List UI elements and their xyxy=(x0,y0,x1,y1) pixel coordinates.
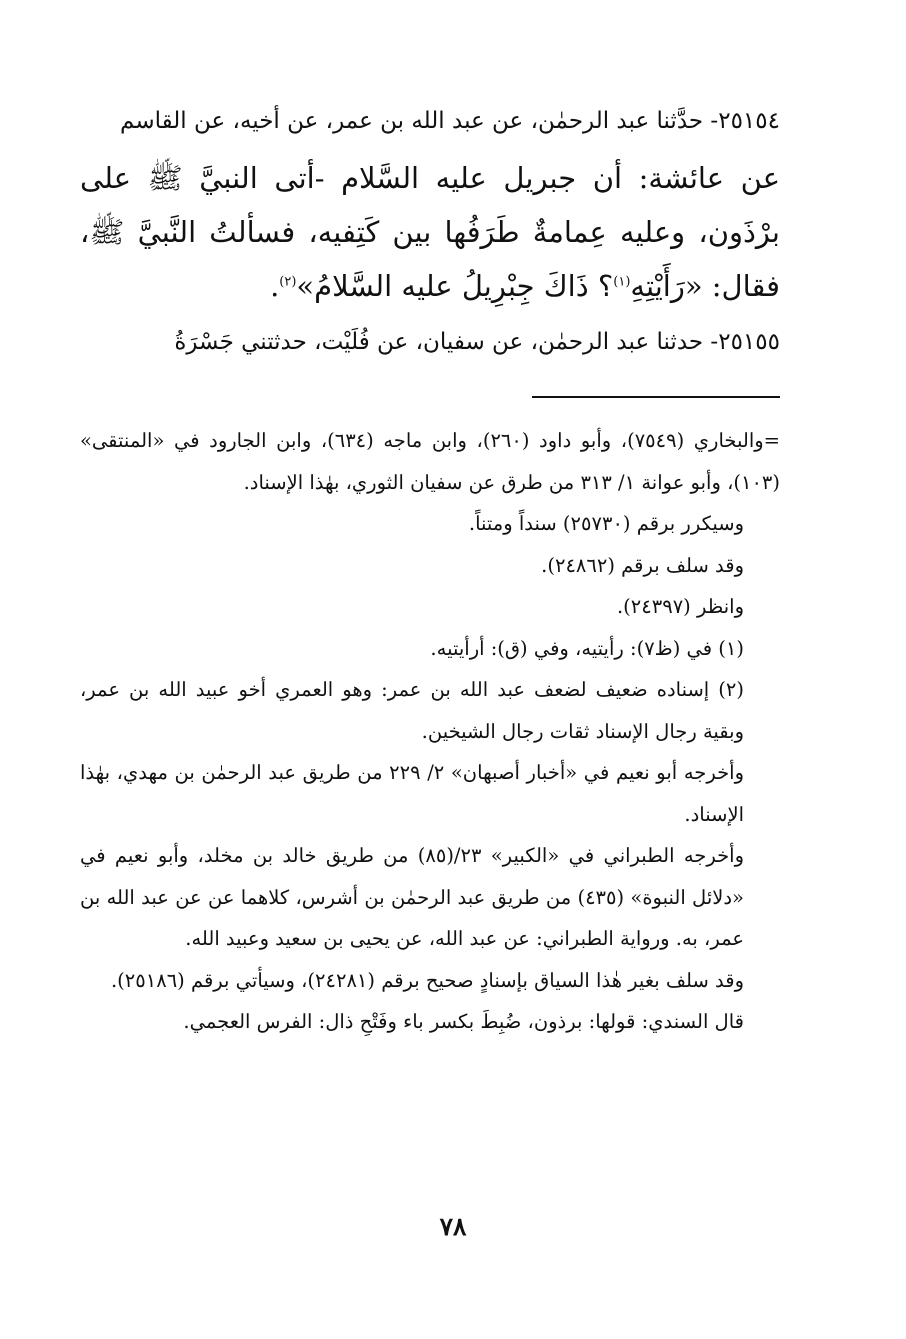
matn-text-end: . xyxy=(270,269,280,303)
footnote-marker-2: (٢) xyxy=(279,274,297,290)
hadith-25154-isnad: ٢٥١٥٤- حدَّثنا عبد الرحمٰن، عن عبد الله بن عمر، عن أخيه، عن القاسم xyxy=(120,108,780,134)
footnotes xyxy=(80,420,780,1043)
footnote-line: وانظر (٢٤٣٩٧). xyxy=(616,595,744,618)
footnote-sindi-comment: قال السندي: قولها: برذون، ضُبِطَ بكسر باء وفَتْحِ ذال: الفرس العجمي. xyxy=(183,1010,744,1033)
footnote-line: وأخرجه الطبراني في «الكبير» ٢٣/(٨٥) من طريق خالد بن مخلد، وأبو نعيم في «دلائل النبوة» (٤٣٥) من طريق عبد الرحمٰن بن أشرس، كلاهما عن عن عبد الله بن عمر، به. ورواية الطبراني: عن عبد الله، عن يحيى بن سعيد وعبيد الله. xyxy=(80,844,745,950)
matn-text-after: ؟ ذَاكَ جِبْرِيلُ عليه السَّلامُ» xyxy=(296,269,614,303)
footnote-line: وأخرجه أبو نعيم في «أخبار أصبهان» ٢/ ٢٢٩ من طريق عبد الرحمٰن بن مهدي، بهٰذا الإسناد. xyxy=(80,761,744,826)
footnote-line: وقد سلف برقم (٢٤٨٦٢). xyxy=(541,553,744,577)
footnote-1: (١) في (ظ٧): رأيتيه، وفي (ق): أرأيتيه. xyxy=(430,636,744,660)
hadith-25154-matn xyxy=(80,151,780,313)
page-number: ٧٨ xyxy=(439,1212,467,1241)
footnote-continuation: =والبخاري (٧٥٤٩)، وأبو داود (٢٦٠)، وابن ماجه (٦٣٤)، وابن الجارود في «المنتقى» (١٠٣)، وأبو عوانة ١/ ٣١٣ من طرق عن سفيان الثوري، بهٰذا الإسناد. xyxy=(80,429,780,494)
footnote-separator xyxy=(532,396,780,398)
footnote-2: (٢) إسناده ضعيف لضعف عبد الله بن عمر: وهو العمري أخو عبيد الله بن عمر، وبقية رجال الإسناد ثقات رجال الشيخين. xyxy=(80,678,744,743)
footnote-line: وسيكرر برقم (٢٥٧٣٠) سنداً ومتناً. xyxy=(468,512,744,535)
hadith-25155-isnad: ٢٥١٥٥- حدثنا عبد الرحمٰن، عن سفيان، عن فُلَيْت، حدثتني جَسْرَةُ xyxy=(174,329,780,355)
page-body xyxy=(80,100,780,1043)
footnote-marker-1: (١) xyxy=(613,274,631,290)
matn-text-before: عن عائشة: أن جبريل عليه السَّلام -أتى النبيَّ ﷺ على برْذَون، وعليه عِمامةٌ طَرَفُها بين كَتِفيه، فسألتُ النَّبيَّ ﷺ، فقال: «رَأَيْتِهِ xyxy=(80,161,780,303)
footnote-line: وقد سلف بغير هٰذا السياق بإسنادٍ صحيح برقم (٢٤٢٨١)، وسيأتي برقم (٢٥١٨٦). xyxy=(110,968,744,992)
